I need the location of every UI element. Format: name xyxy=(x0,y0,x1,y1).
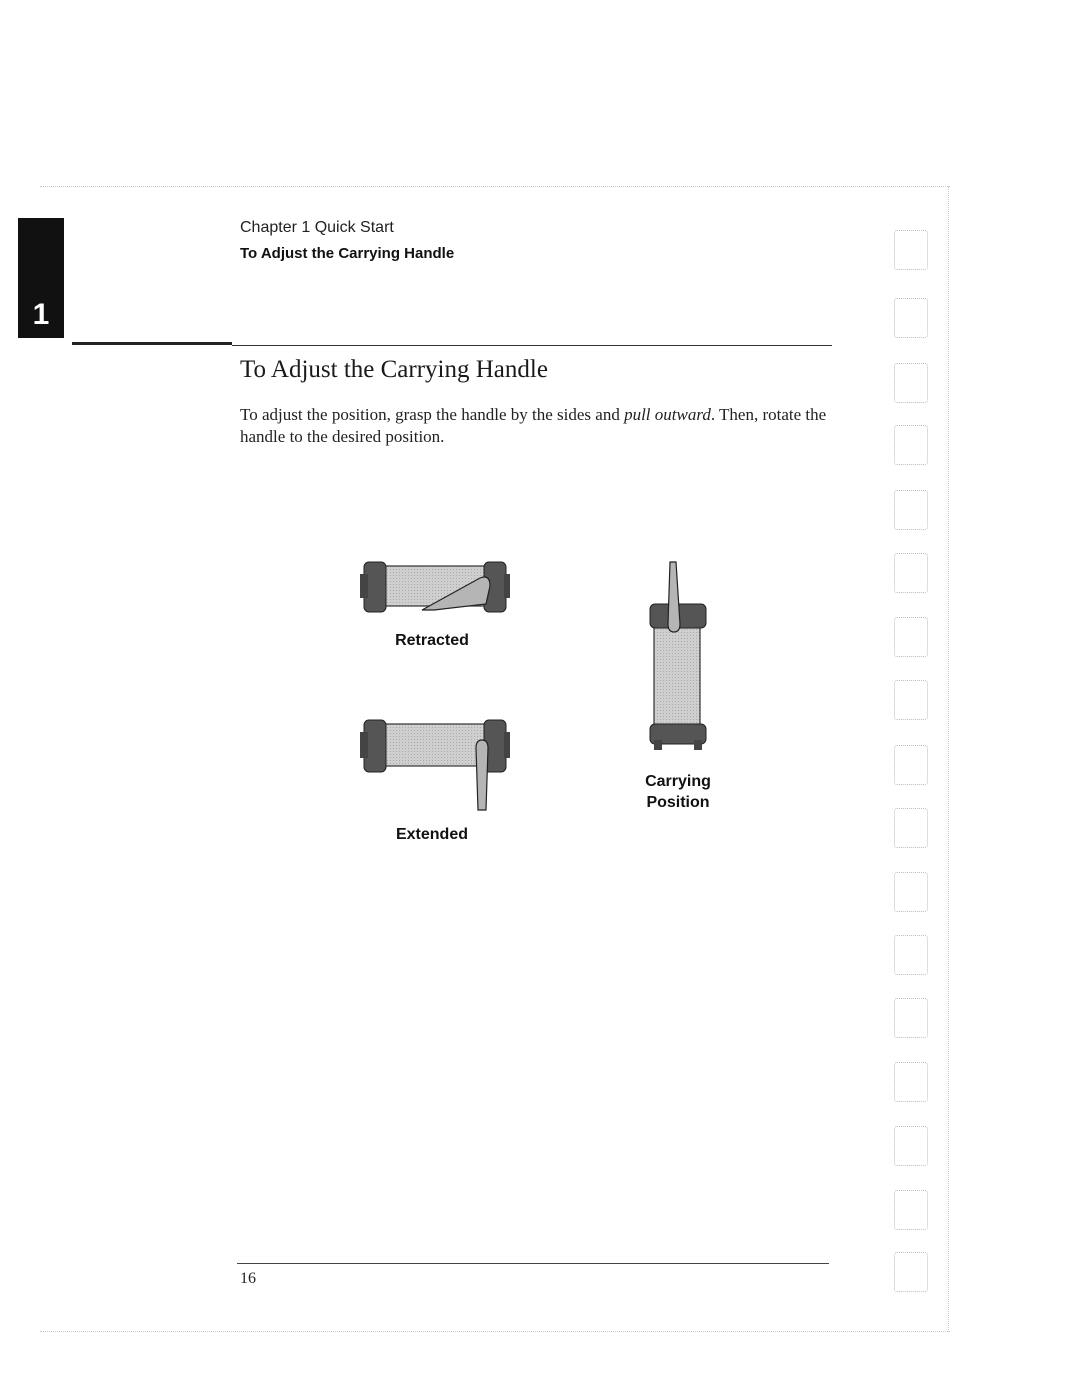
binding-box xyxy=(894,363,928,403)
binding-box xyxy=(894,745,928,785)
binding-box xyxy=(894,1190,928,1230)
carrying-label-line2: Position xyxy=(646,794,710,811)
chapter-tab-number: 1 xyxy=(32,298,50,331)
binding-box xyxy=(894,680,928,720)
footer-rule xyxy=(237,1263,829,1264)
binding-box xyxy=(894,230,928,270)
carrying-position-label xyxy=(618,771,738,813)
instruction-text-end: . Then, rotate the handle to the desired position. xyxy=(240,405,827,446)
running-header-chapter: Chapter 1 Quick Start xyxy=(240,219,394,236)
instruction-paragraph xyxy=(240,404,840,448)
binding-box xyxy=(894,490,928,530)
binding-box xyxy=(894,1126,928,1166)
section-rule xyxy=(232,345,832,346)
binding-box xyxy=(894,425,928,465)
page-number: 16 xyxy=(240,1270,256,1287)
scan-border-bottom xyxy=(40,1331,950,1332)
instruction-emphasis: pull outward xyxy=(624,405,711,424)
binding-box xyxy=(894,1062,928,1102)
scan-border-right xyxy=(948,186,949,1332)
binding-box xyxy=(894,808,928,848)
section-rule-accent xyxy=(72,342,232,345)
scan-border-top xyxy=(40,186,950,187)
binding-box xyxy=(894,617,928,657)
page-title: To Adjust the Carrying Handle xyxy=(240,356,548,383)
instruction-text-start: To adjust the position, grasp the handle by the sides and xyxy=(240,405,625,424)
retracted-label: Retracted xyxy=(395,632,469,649)
binding-box xyxy=(894,872,928,912)
running-header-section: To Adjust the Carrying Handle xyxy=(240,245,455,262)
carrying-label-line1: Carrying xyxy=(645,773,711,790)
carrying-position-illustration xyxy=(648,560,708,752)
extended-label: Extended xyxy=(395,826,468,843)
retracted-instrument-illustration xyxy=(360,560,510,616)
extended-instrument-illustration xyxy=(360,718,510,818)
binding-box xyxy=(894,935,928,975)
binding-box xyxy=(894,298,928,338)
binding-box xyxy=(894,998,928,1038)
binding-box xyxy=(894,553,928,593)
binding-box xyxy=(894,1252,928,1292)
